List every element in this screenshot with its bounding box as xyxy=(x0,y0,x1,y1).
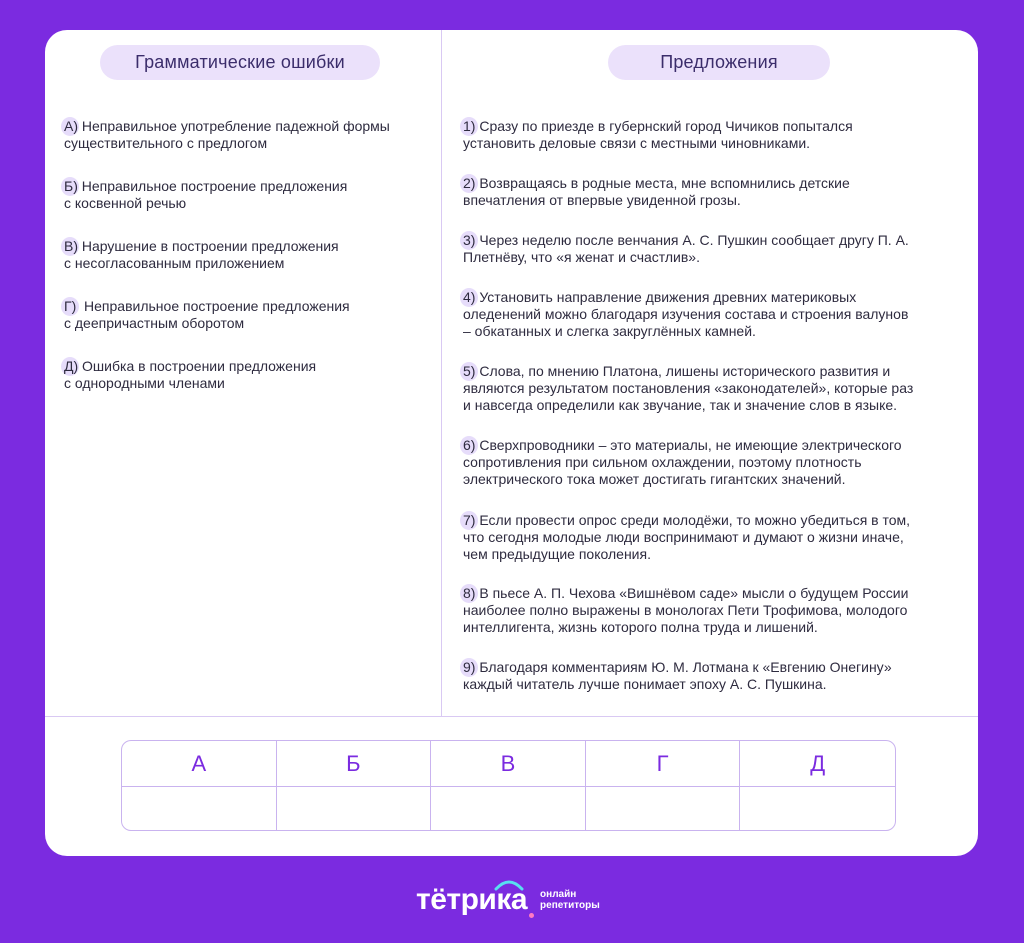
tetrika-logo xyxy=(416,880,616,920)
sentence-item-2 xyxy=(463,175,963,209)
error-text: Неправильное построение предложения xyxy=(80,298,350,314)
task-card xyxy=(45,30,978,856)
logo-arc-icon xyxy=(494,877,524,891)
logo-tagline-line1: онлайн xyxy=(540,889,577,900)
answer-cell-b[interactable] xyxy=(277,787,432,831)
sentence-marker: 3) xyxy=(463,232,476,248)
error-text: Неправильное построение предложения xyxy=(81,178,348,194)
sentence-line: наиболее полно выражены в монологах Пети Трофимова, молодого xyxy=(463,602,908,618)
section-divider xyxy=(45,716,978,717)
error-text: Ошибка в построении предложения xyxy=(82,358,317,374)
sentence-marker: 5) xyxy=(463,363,476,379)
sentence-line: оледенений можно благодаря изучения состава и строения валунов xyxy=(463,306,909,322)
error-text-line2: существительного с предлогом xyxy=(64,135,268,151)
answer-header-d: Д xyxy=(740,741,895,787)
sentence-line: Благодаря комментариям Ю. М. Лотмана к «Евгению Онегину» xyxy=(479,659,892,675)
error-item-g xyxy=(64,298,434,332)
sentence-item-1 xyxy=(463,118,963,152)
sentence-line: Сразу по приезде в губернский город Чичиков попытался xyxy=(479,118,853,134)
sentence-line: интеллигента, жизнь которого полна труда и лишений. xyxy=(463,619,818,635)
sentence-line: Возвращаясь в родные места, мне вспомнились детские xyxy=(479,175,850,191)
error-item-b xyxy=(64,178,434,212)
sentence-item-9 xyxy=(463,659,963,693)
logo-tagline-line2: репетиторы xyxy=(540,900,600,911)
sentence-line: Через неделю после венчания А. С. Пушкин сообщает другу П. А. xyxy=(479,232,909,248)
sentence-marker: 8) xyxy=(463,585,476,601)
sentence-line: Установить направление движения древних материковых xyxy=(479,289,857,305)
logo-wordmark: тётрика xyxy=(416,883,528,916)
sentence-marker: 1) xyxy=(463,118,476,134)
sentence-item-5 xyxy=(463,363,963,414)
error-text: Нарушение в построении предложения xyxy=(81,238,339,254)
sentence-line: и навсегда определили как звучание, так и значение слов в языке. xyxy=(463,397,898,413)
sentence-line: сопротивления при сильном охлаждении, поэтому плотность xyxy=(463,454,862,470)
sentence-item-7 xyxy=(463,512,963,563)
sentence-line: каждый читатель лучше понимает эпоху А. С. Пушкина. xyxy=(463,676,827,692)
sentence-line: Сверхпроводники – это материалы, не имеющие электрического xyxy=(479,437,902,453)
answer-table xyxy=(121,740,896,831)
error-marker: Б) xyxy=(64,178,78,194)
error-text-line2: с деепричастным оборотом xyxy=(64,315,245,331)
answer-cell-a[interactable] xyxy=(122,787,277,831)
sentence-item-4 xyxy=(463,289,963,340)
error-text-line2: с косвенной речью xyxy=(64,195,187,211)
sentence-line: впечатления от впервые увиденной грозы. xyxy=(463,192,741,208)
sentence-line: установить деловые связи с местными чиновниками. xyxy=(463,135,811,151)
sentence-line: В пьесе А. П. Чехова «Вишнёвом саде» мысли о будущем России xyxy=(479,585,909,601)
header-sentences: Предложения xyxy=(608,45,830,80)
sentence-line: электрического тока может достигать гигантских значений. xyxy=(463,471,846,487)
logo-tagline xyxy=(540,889,600,911)
sentence-line: чем предыдущие поколения. xyxy=(463,546,651,562)
header-grammatical-errors: Грамматические ошибки xyxy=(100,45,380,80)
sentence-line: Если провести опрос среди молодёжи, то можно убедиться в том, xyxy=(479,512,911,528)
error-marker: Г) xyxy=(64,298,77,314)
answer-cell-v[interactable] xyxy=(431,787,586,831)
sentence-item-3 xyxy=(463,232,963,266)
answer-cell-d[interactable] xyxy=(740,787,895,831)
error-text-line2: с однородными членами xyxy=(64,375,225,391)
answer-header-v: В xyxy=(431,741,586,787)
error-marker: В) xyxy=(64,238,78,254)
answer-header-g: Г xyxy=(586,741,741,787)
sentence-marker: 6) xyxy=(463,437,476,453)
error-item-d xyxy=(64,358,434,392)
sentence-marker: 4) xyxy=(463,289,476,305)
answer-header-a: А xyxy=(122,741,277,787)
error-marker: А) xyxy=(64,118,78,134)
logo-dot-icon xyxy=(529,913,534,918)
sentence-line: Слова, по мнению Платона, лишены исторического развития и xyxy=(479,363,891,379)
sentence-line: что сегодня молодые люди воспринимают и думают о жизни иначе, xyxy=(463,529,904,545)
column-divider xyxy=(441,30,442,716)
sentence-marker: 9) xyxy=(463,659,476,675)
error-text-line2: с несогласованным приложением xyxy=(64,255,285,271)
sentence-marker: 7) xyxy=(463,512,476,528)
answer-header-b: Б xyxy=(277,741,432,787)
sentence-item-8 xyxy=(463,585,963,636)
sentence-item-6 xyxy=(463,437,963,488)
error-marker: Д) xyxy=(64,358,79,374)
error-text: Неправильное употребление падежной формы xyxy=(81,118,390,134)
error-item-a xyxy=(64,118,434,152)
error-item-v xyxy=(64,238,434,272)
sentence-line: Плетнёву, что «я женат и счастлив». xyxy=(463,249,700,265)
answer-cell-g[interactable] xyxy=(586,787,741,831)
sentence-marker: 2) xyxy=(463,175,476,191)
sentence-line: – обкатанных и слегка закруглённых камней. xyxy=(463,323,756,339)
sentence-line: являются результатом постановления «законодателей», которые раз xyxy=(463,380,914,396)
